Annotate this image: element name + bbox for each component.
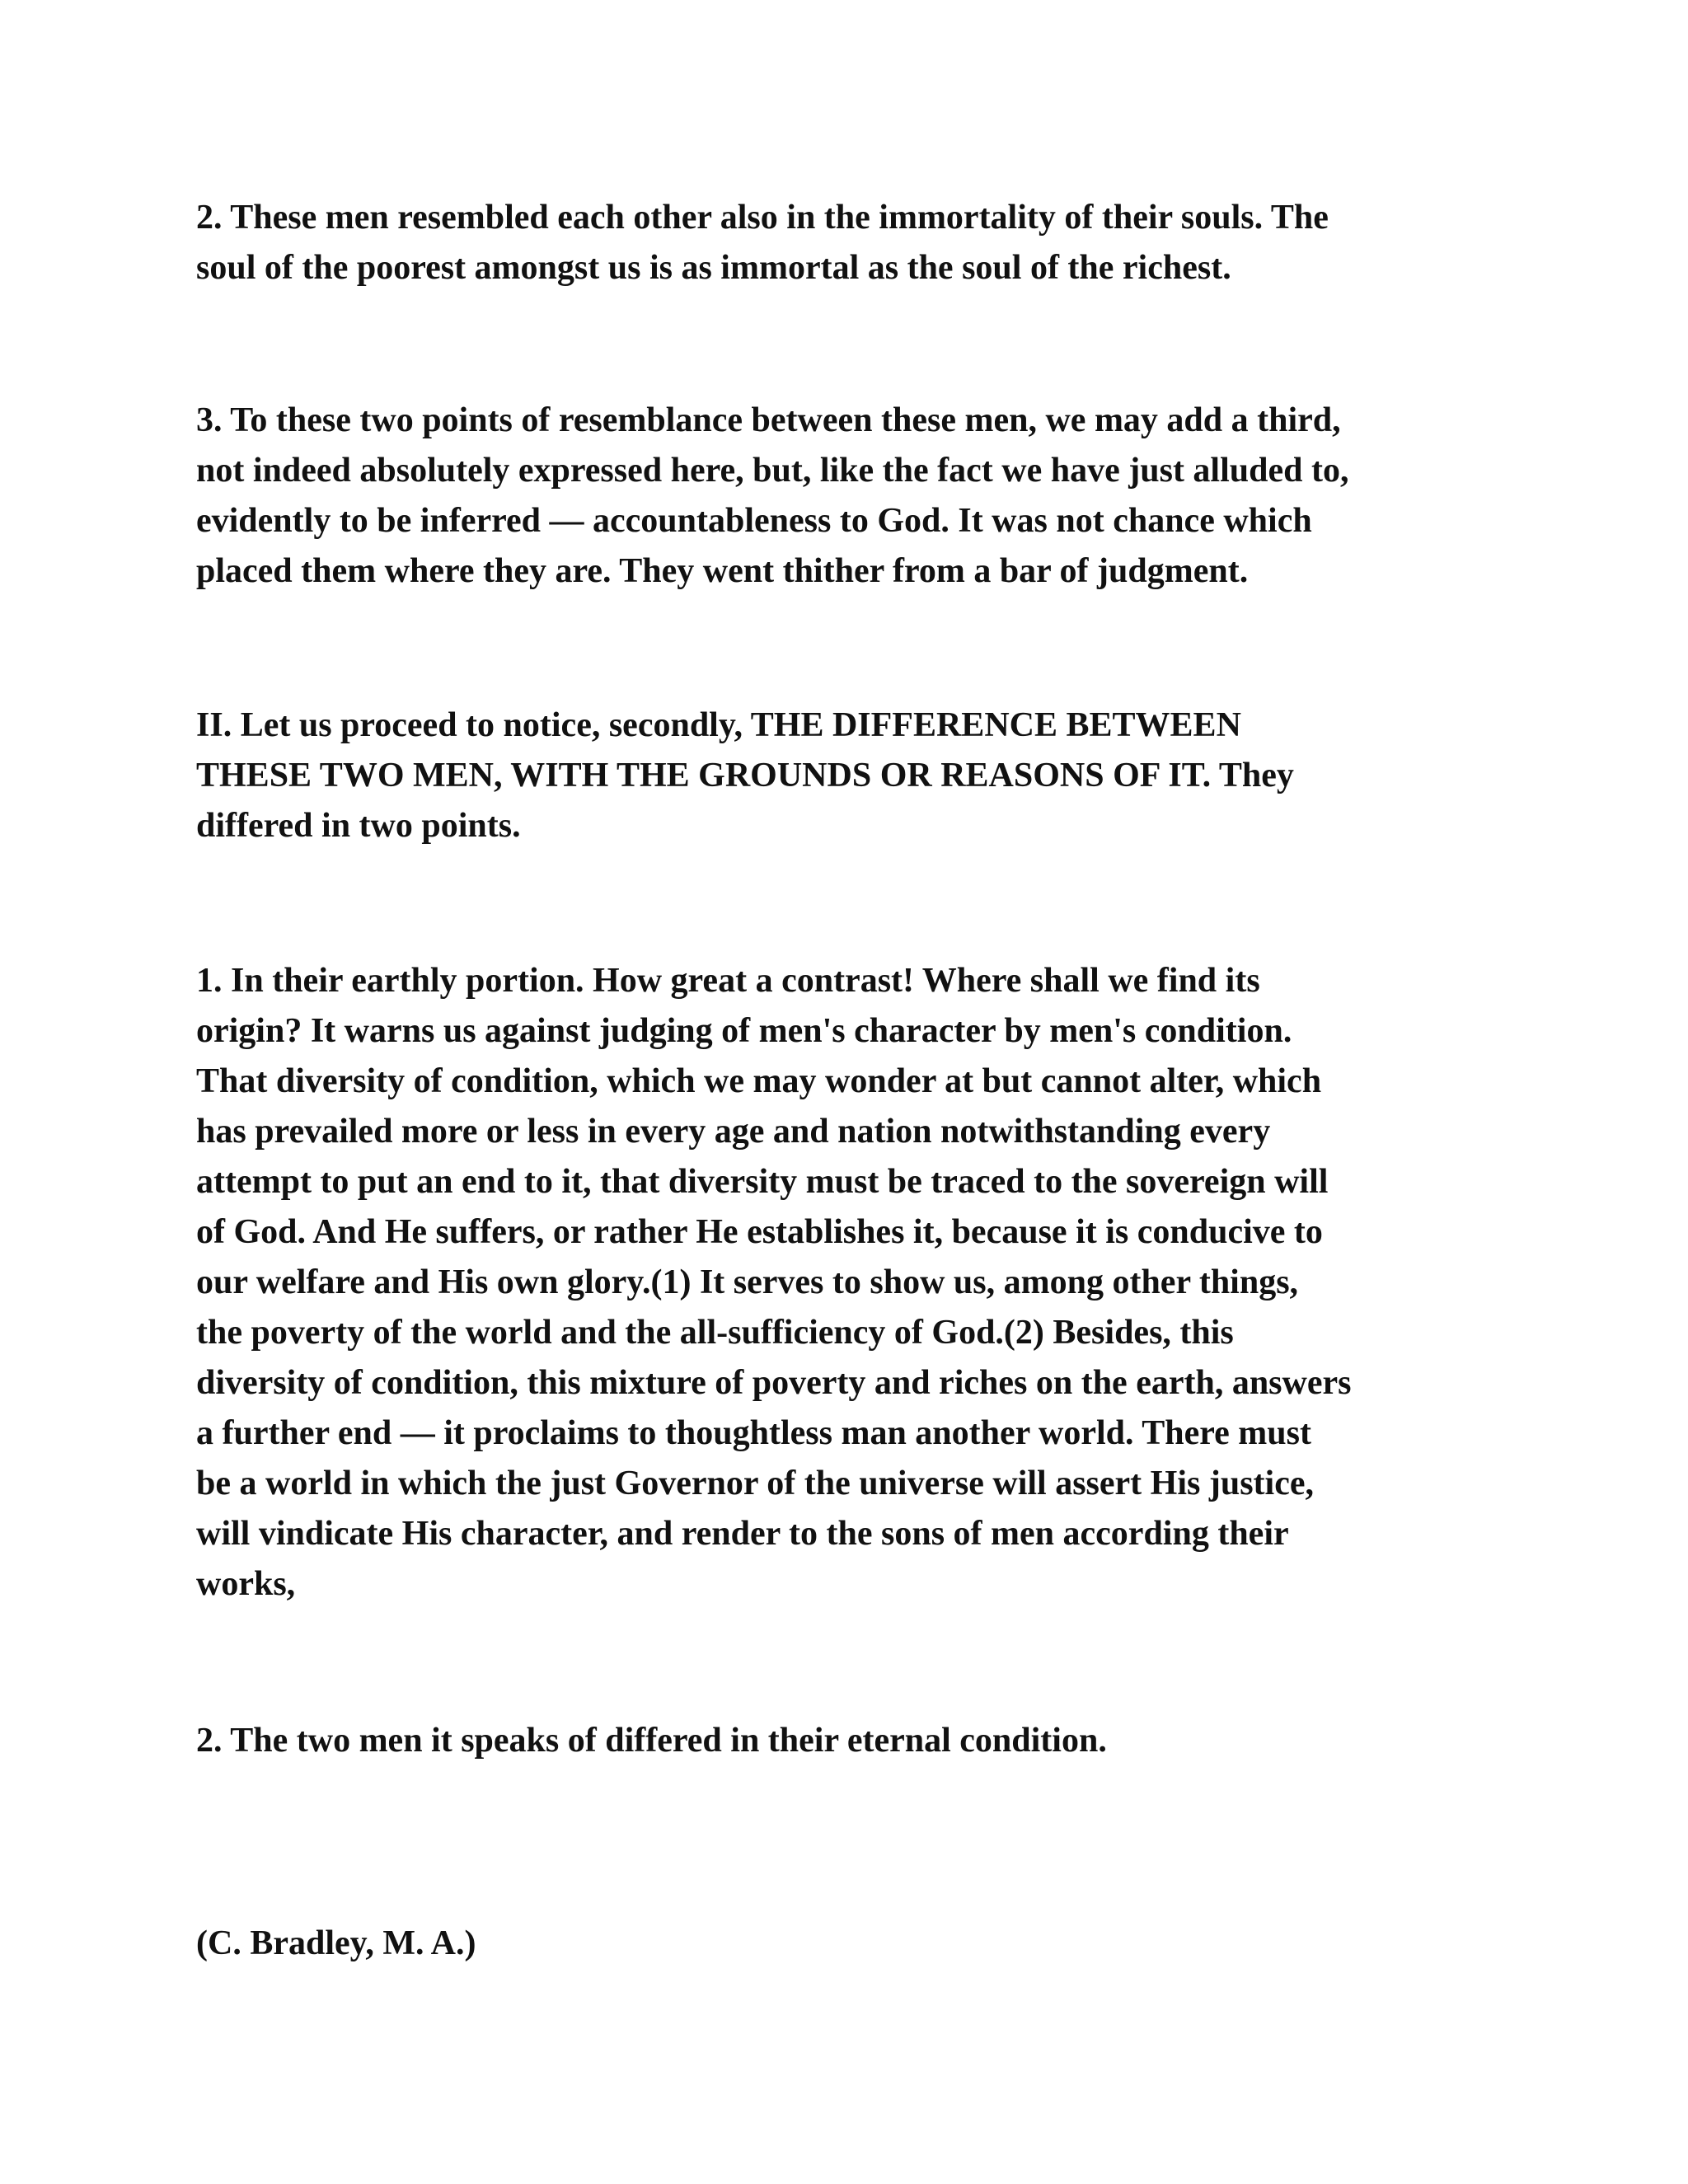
paragraph-accountableness: 3. To these two points of resemblance between these men, we may add a third, not indeed absolutely expressed here, but, like the fact we have just alluded to, evidently to be inferred — accountableness to God. It was not chance which placed them where they are. They went thither from a bar of judgment. [196, 401, 1349, 590]
paragraph-earthly-portion: 1. In their earthly portion. How great a contrast! Where shall we find its origin? It warns us against judging of men's character by men's condition. That diversity of condition, which we may wonder at but cannot alter, which has prevailed more or less in every age and nation notwithstanding every attempt to put an end to it, that diversity must be traced to the sovereign will of God. And He suffers, or rather He establishes it, because it is conducive to our welfare and His own glory.(1) It serves to show us, among other things, the poverty of the world and the all-sufficiency of God.(2) Besides, this diversity of condition, this mixture of poverty and riches on the earth, answers a further end — it proclaims to thoughtless man another world. There must be a world in which the just Governor of the universe will assert His justice, will vindicate His character, and render to the sons of men according their works, [196, 962, 1352, 1603]
paragraph-eternal-condition: 2. The two men it speaks of differed in their eternal condition. [196, 1722, 1107, 1760]
paragraph-immortality: 2. These men resembled each other also in the immortality of their souls. The soul of the poorest amongst us is as immortal as the soul of the richest. [196, 199, 1329, 287]
author-attribution: (C. Bradley, M. A.) [196, 1924, 476, 1962]
paragraph-section-heading-difference: II. Let us proceed to notice, secondly, THE DIFFERENCE BETWEEN THESE TWO MEN, WITH THE GROUNDS OR REASONS OF IT. They differed in two points. [196, 706, 1294, 845]
